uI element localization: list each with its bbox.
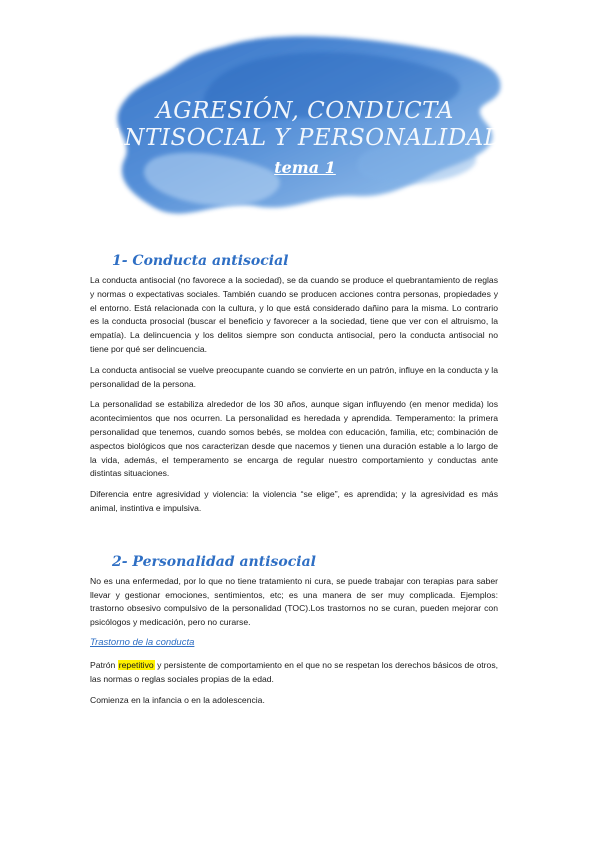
document-title <box>95 98 515 152</box>
subsection-heading: Trastorno de la conducta <box>90 636 195 648</box>
text-fragment: y persistente de comportamiento en el que no se respetan los derechos básicos de otros, las normas o reglas sociales propias de la edad. <box>90 659 499 684</box>
title-banner <box>95 28 515 233</box>
title-line-1: AGRESIÓN, CONDUCTA <box>156 98 454 124</box>
text-fragment: Patrón <box>90 659 116 670</box>
paragraph: Comienza en la infancia o en la adolescencia. <box>90 694 265 705</box>
paragraph: Diferencia entre agresividad y violencia: la violencia “se elige”, es aprendida; y la agresividad es más animal, instintiva e impulsiva. <box>90 489 498 513</box>
section-heading-2: 2- Personalidad antisocial <box>112 553 316 570</box>
section-heading-1: 1- Conducta antisocial <box>112 253 289 269</box>
document-body <box>90 248 498 714</box>
paragraph: La conducta antisocial (no favorece a la sociedad), se da cuando se produce el quebrantamiento de reglas y normas o expectativas sociales. También cuando se producen acciones contra personas, propiedades y el entorno. Está relacionada con la cultura, y lo que está considerado dañino para la misma. Lo contrario es la conducta prosocial (buscar el beneficio y favorecer a la sociedad, tiene que ver con el altruismo, la empatía). La delincuencia y los delitos siempre son conducta antisocial, pero la conducta antisocial no tiene por qué ser delincuencia. <box>90 275 498 354</box>
document-subtitle: tema 1 <box>274 158 336 177</box>
title-line-2: ANTISOCIAL Y PERSONALIDAD <box>107 125 503 151</box>
paragraph: No es una enfermedad, por lo que no tiene tratamiento ni cura, se puede trabajar con terapias para saber llevar y gestionar emociones, sentimientos, etc; es una manera de ser muy complicada. Ejemplos: trastorno obsesivo compulsivo de la personalidad (TOC).Los trastornos no se curan, pueden mejorar con psicólogos y medicación, pero no curarse. <box>90 575 498 628</box>
paragraph: La conducta antisocial se vuelve preocupante cuando se convierte en un patrón, influye en la conducta y la personalidad de la persona. <box>90 364 498 389</box>
highlighted-word: repetitivo <box>118 659 154 670</box>
paragraph: La personalidad se estabiliza alrededor de los 30 años, aunque sigan influyendo (en menor medida) los acontecimientos que nos ocurren. La personalidad es heredada y aprendida. Temperamento: la primera personalidad que tenemos, cuando somos bebés, se moldea con educación, familia, etc; combinación de aspectos biológicos que nos caracterizan desde que nacemos y tienen una duración estable a lo largo de la vida, además, el temperamento se encarga de regular nuestro comportamiento y conductas ante distintas situaciones. <box>90 399 498 479</box>
paragraph <box>90 659 498 687</box>
